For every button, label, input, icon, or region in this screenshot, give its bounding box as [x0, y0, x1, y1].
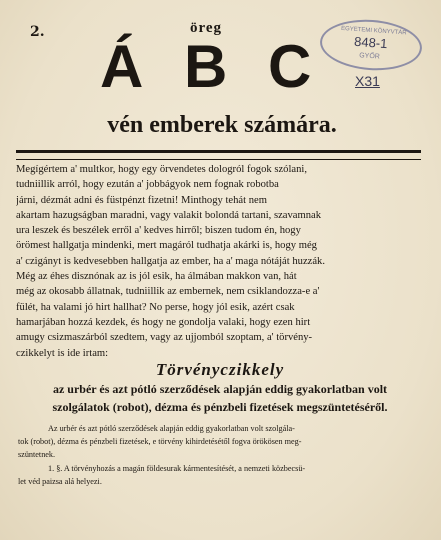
library-stamp: [318, 17, 423, 74]
page-number: 2.: [30, 24, 45, 40]
body-line: hamarjában hozzá kezdek, és hogy ne gondolja valaki, hogy ezen hirt: [16, 316, 311, 328]
double-rule-divider: [16, 150, 421, 160]
title-oreg: öreg: [190, 20, 223, 36]
body-line: a' czigányt is kedvesebben hallgatja az ember, ha a' maga nótáját huzzák.: [16, 255, 325, 267]
body-paragraph: [16, 162, 421, 361]
title-abc: Á B C: [100, 33, 324, 100]
body-line: ura leszek és beszélek erről a' kedves hirről; biszen tudom én, hogy: [16, 225, 301, 237]
body-line: Megígértem a' multkor, hogy egy örvendetes dologról fogok szólani,: [16, 164, 307, 175]
law-title: Törvényczikkely: [155, 360, 285, 379]
law-section-1: [18, 462, 422, 488]
section-line: let véd paizsa alá helyezi.: [18, 477, 102, 486]
body-line: még az okosabb állatnak, tudniillik az embernek, nem csiklandozza-e a': [16, 286, 320, 298]
law-subtitle-line: az urbér és azt pótló szerződések alapján eddig gyakorlatban volt: [52, 382, 388, 396]
stamp-city: GYŐR: [358, 52, 381, 61]
body-line: akartam hazugságban maradni, vagy valakit bolondá tartani, szavamnak: [16, 209, 322, 221]
preamble-line: szüntetnek.: [18, 450, 56, 459]
preamble-line: Az urbér és azt pótló szerződések alapján eddig gyakorlatban volt szolgála-: [48, 424, 295, 433]
law-subtitle: [18, 380, 422, 416]
section-line: 1. §. A törvényhozás a magán földesurak kármentesítését, a nemzeti közbecsü-: [48, 464, 306, 473]
shelfmark: X31: [355, 73, 380, 89]
body-line: járni, dézmát adni és füstpénzt fizetni! Minthogy tehát nem: [16, 194, 267, 206]
stamp-number: 848-1: [353, 33, 388, 52]
body-line: amugy csizmaszárból szedtem, vagy az ujjomból szoptam, a' törvény-: [16, 332, 313, 344]
law-preamble: [18, 422, 422, 461]
stamp-top-text: EGYETEMI KÖNYVTÁR: [340, 25, 407, 37]
body-line: fülét, ha valami jó hirt hallhat? No perse, hogy jól esik, azért csak: [16, 301, 295, 313]
body-line: tudniillik arról, hogy ezután a' jobbágyok nem fognak robotba: [16, 179, 279, 191]
body-line: czikkelyt is ide irtam:: [16, 347, 109, 359]
law-subtitle-line: szolgálatok (robot), dézma és pénzbeli fizetések megszüntetéséről.: [52, 400, 388, 414]
body-line: Még az éhes disznónak az is jól esik, ha álmában makkon van, hát: [16, 271, 297, 283]
title-subtitle: vén emberek számára.: [107, 112, 337, 138]
preamble-line: tok (robot), dézma és pénzbeli fizetések, e törvény kihirdetésétől fogva örökösen meg-: [18, 437, 302, 446]
body-line: örömest hallgatja mindenki, mert magáról tudhatja akárki is, hogy még: [16, 240, 317, 252]
